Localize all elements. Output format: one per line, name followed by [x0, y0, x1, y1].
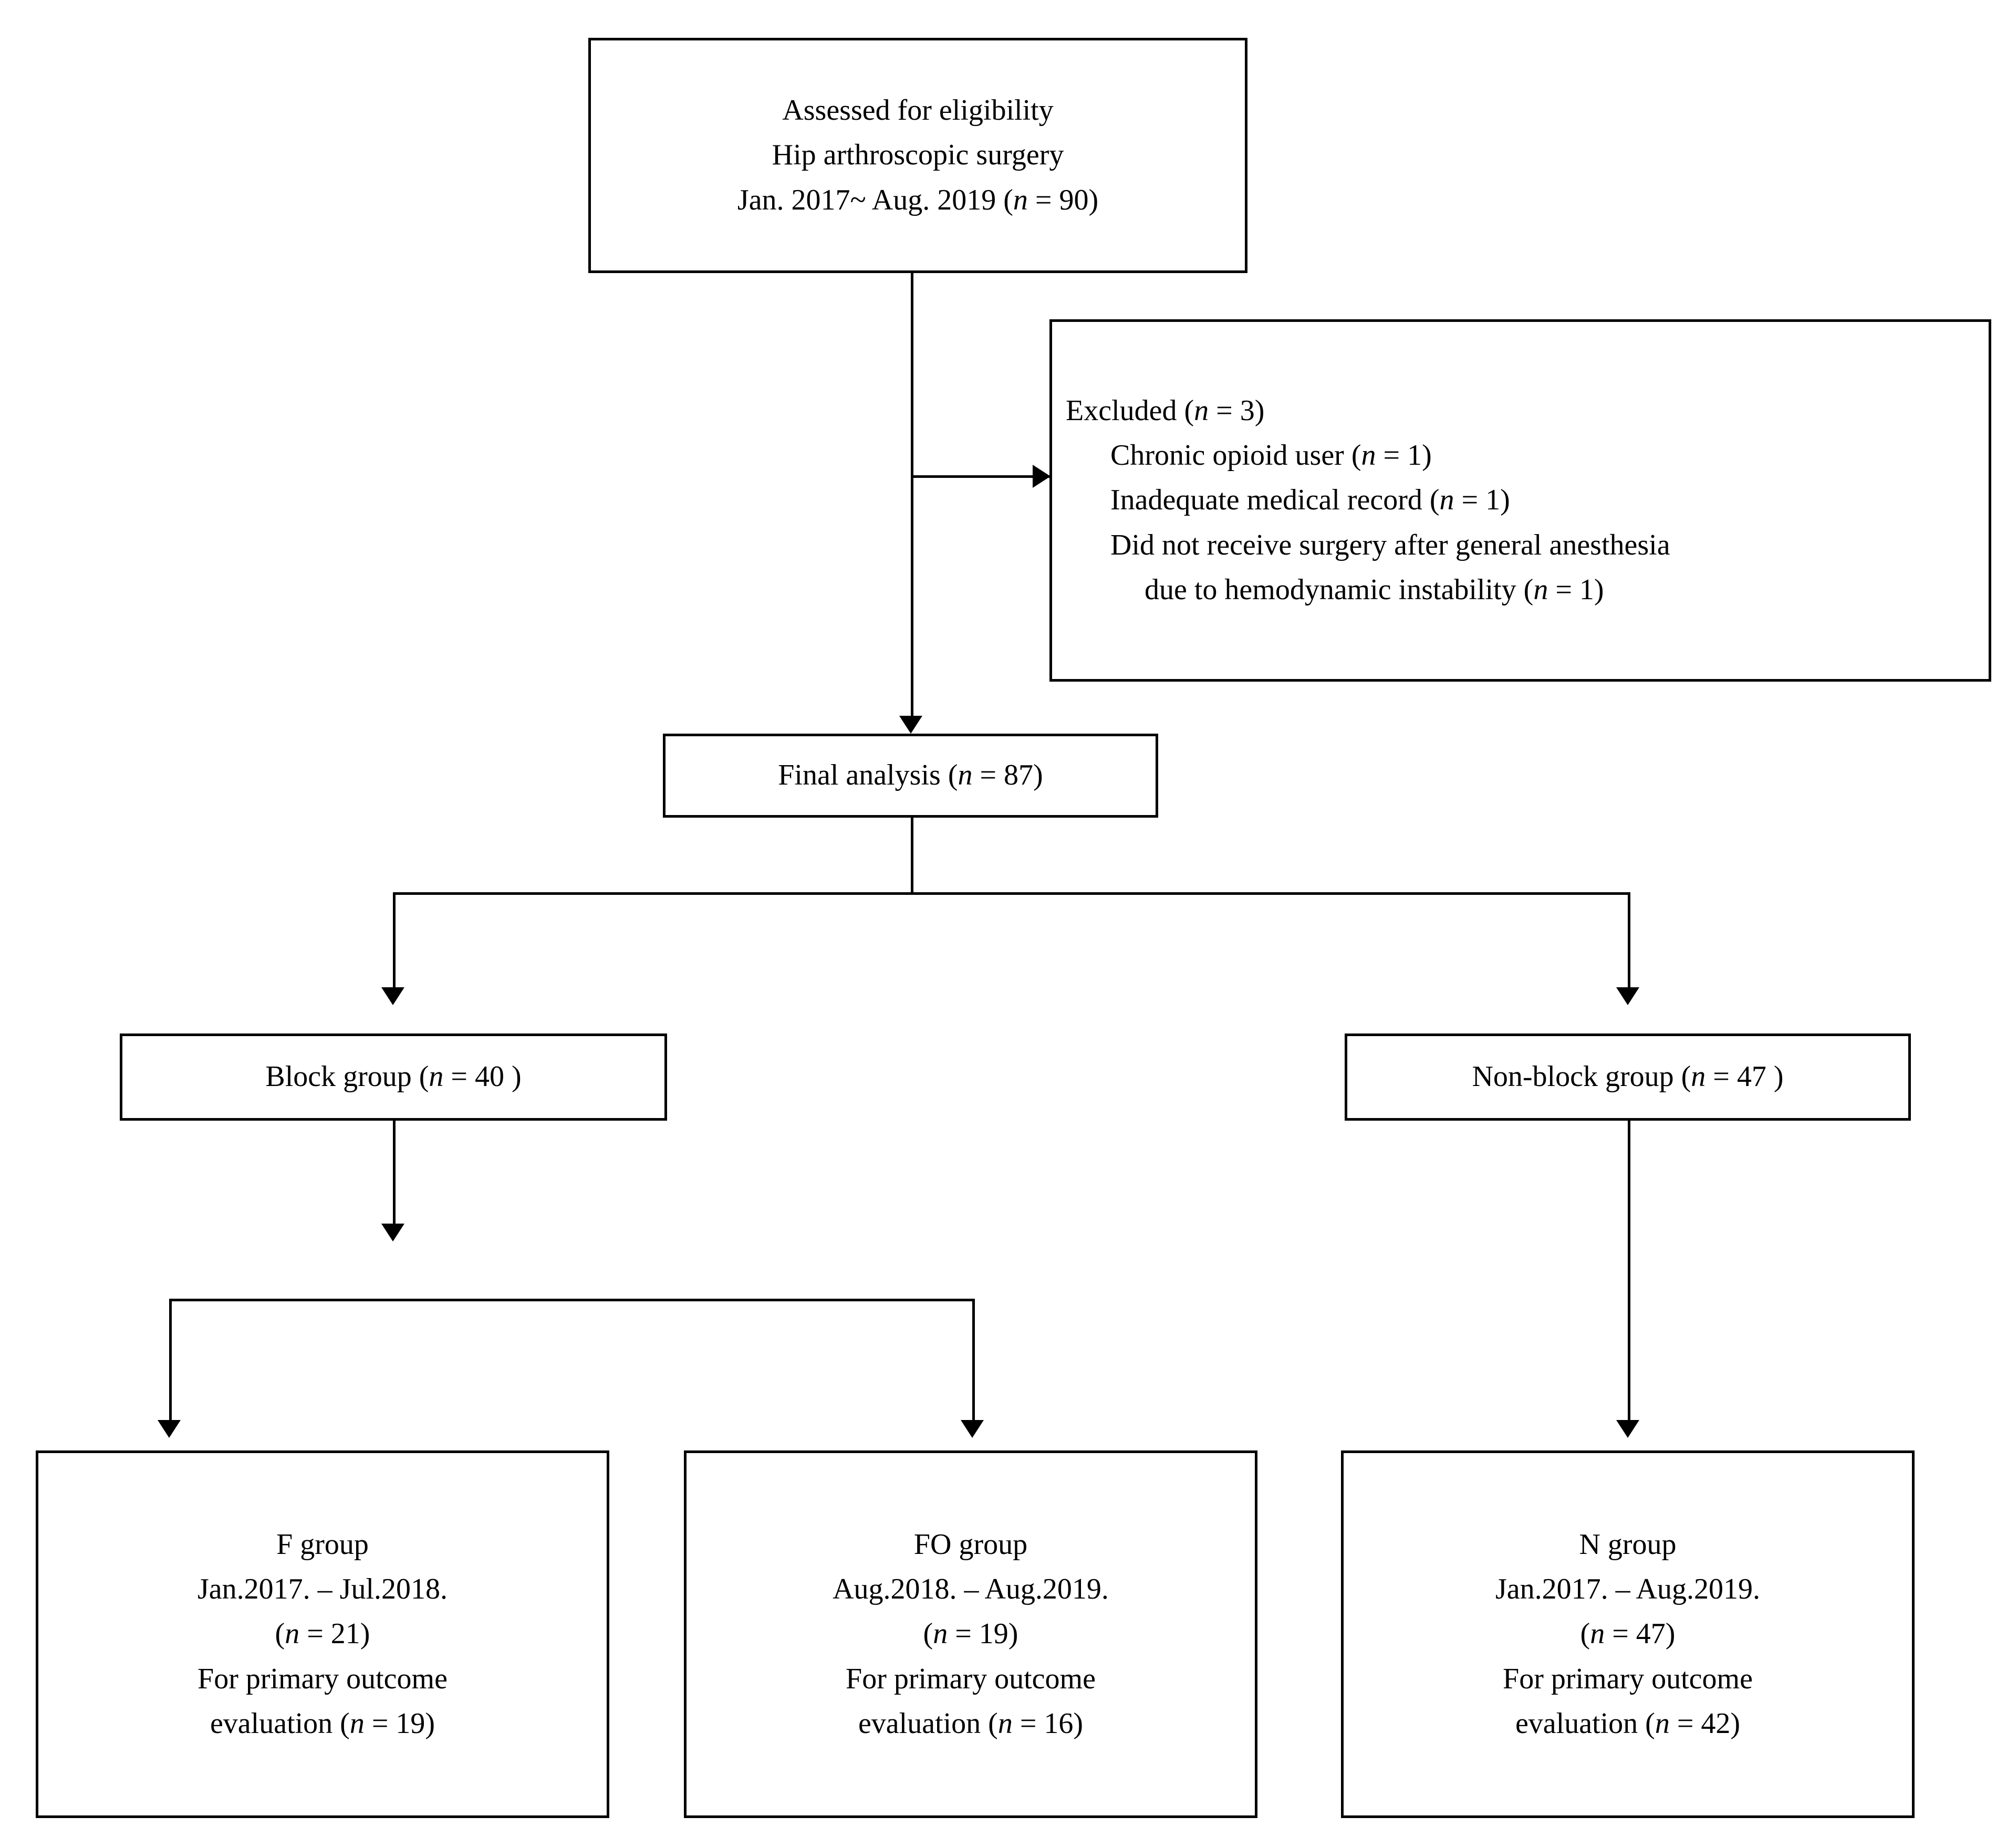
node-line: FO group: [913, 1528, 1028, 1561]
node-line: due to hemodynamic instability (n = 1): [1145, 573, 1604, 606]
node-line: F group: [276, 1528, 369, 1561]
arrowhead-block-group: [381, 987, 404, 1005]
node-line: For primary outcome: [197, 1662, 448, 1695]
node-line: Inadequate medical record (n = 1): [1110, 484, 1510, 517]
node-line: Final analysis (n = 87): [778, 759, 1043, 792]
connector-to-excluded: [911, 475, 1051, 478]
connector-final-to-block: [393, 892, 396, 997]
connector-final-to-nonblock: [1628, 892, 1630, 997]
node-line: Jan. 2017~ Aug. 2019 (n = 90): [737, 183, 1099, 216]
arrowhead-n-group: [1616, 1420, 1639, 1438]
connector-nonblock-to-n: [1628, 1121, 1630, 1431]
node-line: Jan.2017. – Aug.2019.: [1495, 1573, 1760, 1606]
node-line: (n = 19): [923, 1617, 1018, 1651]
node-line: (n = 47): [1580, 1617, 1676, 1651]
node-line: Excluded (n = 3): [1066, 394, 1265, 427]
connector-block-down: [393, 1121, 396, 1234]
node-line: Chronic opioid user (n = 1): [1110, 439, 1432, 472]
node-line: Assessed for eligibility: [782, 94, 1054, 127]
node-line: Block group (n = 40 ): [265, 1060, 522, 1093]
node-n-group: [1341, 1450, 1915, 1818]
connector-block-to-f: [169, 1299, 172, 1430]
arrowhead-final-analysis: [899, 716, 922, 734]
node-line: Aug.2018. – Aug.2019.: [833, 1573, 1109, 1606]
arrowhead-block-split: [381, 1224, 404, 1241]
arrowhead-fo-group: [961, 1420, 984, 1438]
arrowhead-f-group: [158, 1420, 181, 1438]
node-line: evaluation (n = 19): [210, 1707, 435, 1740]
node-f-group: [36, 1450, 609, 1818]
connector-final-down: [911, 818, 913, 894]
node-final-analysis: [663, 734, 1158, 818]
node-fo-group: [684, 1450, 1257, 1818]
node-line: For primary outcome: [846, 1662, 1096, 1695]
node-line: evaluation (n = 16): [858, 1707, 1084, 1740]
node-line: For primary outcome: [1503, 1662, 1753, 1695]
node-line: Hip arthroscopic surgery: [772, 139, 1064, 172]
node-line: Jan.2017. – Jul.2018.: [197, 1573, 448, 1606]
connector-final-split: [393, 892, 1630, 895]
node-line: Non-block group (n = 47 ): [1472, 1060, 1784, 1093]
connector-block-to-fo: [972, 1299, 975, 1430]
arrowhead-non-block-group: [1616, 987, 1639, 1005]
connector-block-split: [169, 1299, 975, 1301]
arrowhead-excluded: [1033, 465, 1051, 488]
node-line: (n = 21): [275, 1617, 370, 1651]
node-non-block-group: [1345, 1033, 1911, 1121]
node-assessed-for-eligibility: [588, 38, 1247, 273]
node-excluded: [1049, 319, 1991, 682]
node-block-group: [120, 1033, 667, 1121]
node-line: N group: [1579, 1528, 1677, 1561]
connector-eligibility-to-final: [911, 273, 913, 726]
node-line: Did not receive surgery after general anesthesia: [1110, 528, 1670, 561]
node-line: evaluation (n = 42): [1515, 1707, 1741, 1740]
